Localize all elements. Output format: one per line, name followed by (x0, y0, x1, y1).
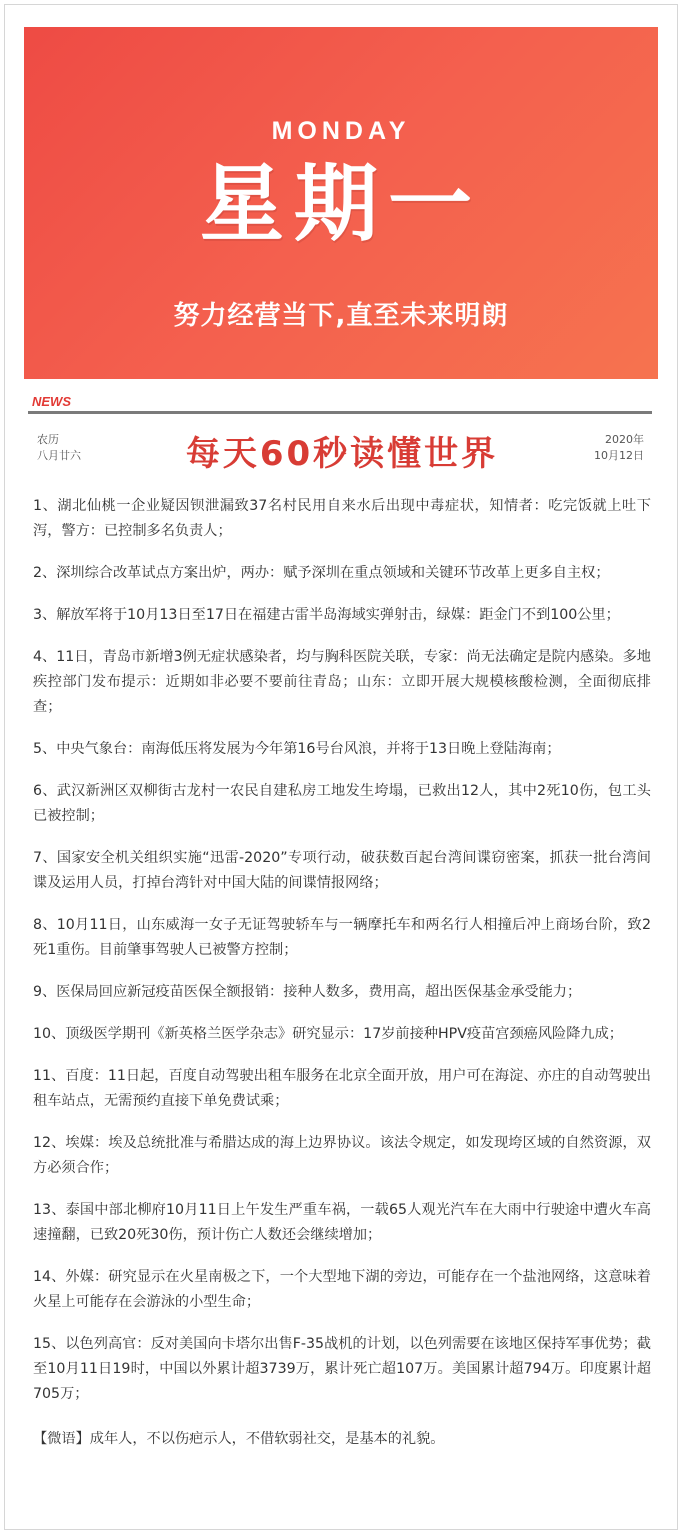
news-item-10: 10、顶级医学期刊《新英格兰医学杂志》研究显示：17岁前接种HPV疫苗宫颈癌风险降九成； (33, 1026, 623, 1042)
banner-weekday-cn: 星期一 (199, 155, 482, 253)
lunar-date: 八月廿六 (37, 449, 81, 462)
news-item-11: 11、百度：11日起，百度自动驾驶出租车服务在北京全面开放，用户可在海淀、亦庄的自动驾驶出租车站点，无需预约直接下单免费试乘； (33, 1068, 651, 1109)
daily-quote: 【微语】成年人，不以伤疤示人，不借软弱社交，是基本的礼貌。 (33, 1431, 445, 1447)
news-item-3: 3、解放军将于10月13日至17日在福建古雷半岛海域实弹射击，绿媒：距金门不到100公里； (33, 607, 620, 623)
news-item-14: 14、外媒：研究显示在火星南极之下，一个大型地下湖的旁边，可能存在一个盐池网络，这意味着火星上可能存在会游泳的小型生命； (33, 1269, 651, 1310)
news-item-9: 9、医保局回应新冠疫苗医保全额报销：接种人数多，费用高，超出医保基金承受能力； (33, 984, 582, 1000)
news-item-5: 5、中央气象台：南海低压将发展为今年第16号台风浪，并将于13日晚上登陆海南； (33, 741, 561, 757)
news-item-1: 1、湖北仙桃一企业疑因钡泄漏致37名村民用自来水后出现中毒症状，知情者：吃完饭就上吐下泻，警方：已控制多名负责人； (33, 498, 651, 539)
header-banner (24, 27, 658, 379)
section-divider (28, 411, 652, 414)
news-item-12: 12、埃媒：埃及总统批准与希腊达成的海上边界协议。该法令规定，如发现垮区域的自然资源，双方必须合作； (33, 1135, 651, 1176)
news-list (33, 494, 651, 1466)
lunar-label: 农历 (37, 433, 59, 446)
date-year: 2020年 (605, 433, 644, 446)
page-title: 每天60秒读懂世界 (185, 434, 499, 474)
news-item-8: 8、10月11日，山东威海一女子无证驾驶轿车与一辆摩托车和两名行人相撞后冲上商场台阶，致2死1重伤。目前肇事驾驶人已被警方控制； (33, 917, 651, 958)
news-item-13: 13、泰国中部北柳府10月11日上午发生严重车祸，一载65人观光汽车在大雨中行驶途中遭火车高速撞翻，已致20死30伤，预计伤亡人数还会继续增加； (33, 1202, 651, 1243)
banner-weekday-en: MONDAY (271, 117, 411, 145)
news-item-6: 6、武汉新洲区双柳街古龙村一农民自建私房工地发生垮塌，已救出12人，其中2死10伤，包工头已被控制； (33, 783, 651, 824)
banner-slogan: 努力经营当下,直至未来明朗 (173, 301, 509, 331)
date-block (594, 432, 644, 464)
news-item-15: 15、以色列高官：反对美国向卡塔尔出售F-35战机的计划，以色列需要在该地区保持军事优势；截至10月11日19时，中国以外累计超3739万，累计死亡超107万。美国累计超794万。印度累计超705万； (33, 1336, 651, 1402)
news-section-tag: NEWS (32, 394, 71, 409)
date-day: 10月12日 (594, 449, 644, 462)
news-item-2: 2、深圳综合改革试点方案出炉，两办：赋予深圳在重点领域和关键环节改革上更多自主权； (33, 565, 610, 581)
news-item-4: 4、11日，青岛市新增3例无症状感染者，均与胸科医院关联，专家：尚无法确定是院内感染。多地疾控部门发布提示：近期如非必要不要前往青岛；山东：立即开展大规模核酸检测，全面彻底排查； (33, 649, 651, 715)
news-item-7: 7、国家安全机关组织实施“迅雷-2020”专项行动，破获数百起台湾间谍窃密案，抓获一批台湾间谍及运用人员，打掉台湾针对中国大陆的间谍情报网络； (33, 850, 651, 891)
